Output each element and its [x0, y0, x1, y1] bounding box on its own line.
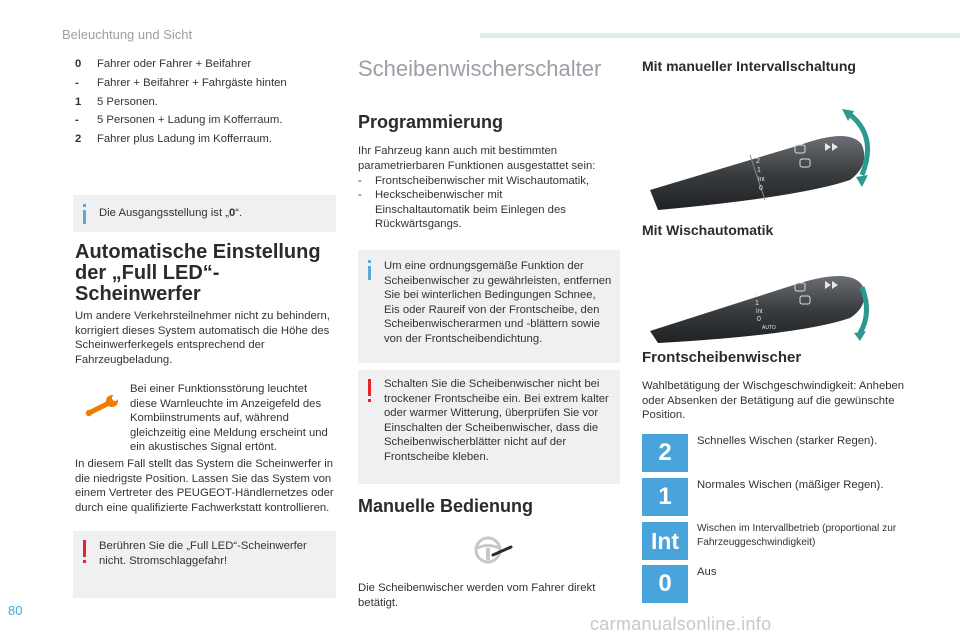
- info-box: Die Ausgangsstellung ist „0“.: [73, 195, 336, 232]
- paragraph: Ihr Fahrzeug kann auch mit bestimmten parametrierbaren Funktionen ausgestattet sein:: [358, 145, 596, 172]
- list-item: 2 Fahrer plus Ladung im Kofferraum.: [75, 133, 272, 145]
- header-bar: [480, 33, 960, 38]
- position-badge-1: 1: [642, 478, 688, 516]
- info-icon: [368, 260, 371, 263]
- svg-text:2: 2: [756, 158, 760, 165]
- steering-wheel-icon: [473, 533, 515, 567]
- list-item: - Heckscheibenwischer mit Einschaltautomatik beim Einlegen des Rückwärtsgangs.: [358, 189, 566, 230]
- list-item: - 5 Personen + Ladung im Kofferraum.: [75, 114, 283, 126]
- warning-icon-dot: [368, 399, 371, 402]
- paragraph: In diesem Fall stellt das System die Scheinwerfer in die niedrigste Position. Lassen Sie das System von einem Vertreter des PEUGEOT-Händlernetzes oder durch eine qualifizierte Fachwerkstatt kontrollieren.: [75, 458, 334, 514]
- paragraph: Wahlbetätigung der Wischgeschwindigkeit: Anheben oder Absenken der Betätigung auf die gewünschte Position.: [642, 380, 905, 421]
- position-label: Aus: [697, 566, 717, 578]
- wiper-lever-auto-illustration: [650, 263, 875, 343]
- svg-text:Int: Int: [756, 309, 763, 315]
- heading-front-wiper: Frontscheibenwischer: [642, 349, 802, 366]
- position-label: Normales Wischen (mäßiger Regen).: [697, 479, 884, 491]
- warning-icon-dot: [83, 560, 86, 563]
- svg-text:0: 0: [759, 185, 763, 192]
- svg-text:2: 2: [754, 292, 758, 299]
- section-title: Beleuchtung und Sicht: [62, 27, 193, 42]
- svg-text:0: 0: [757, 316, 761, 323]
- position-label: Schnelles Wischen (starker Regen).: [697, 435, 878, 447]
- svg-text:1: 1: [757, 167, 761, 174]
- watermark: carmanualsonline.info: [590, 614, 772, 634]
- position-badge-int: Int: [642, 522, 688, 560]
- svg-text:Int: Int: [758, 177, 765, 183]
- position-badge-0: 0: [642, 565, 688, 603]
- paragraph: Um andere Verkehrsteilnehmer nicht zu behindern, korrigiert dieses System automatisch die Höhe des Scheinwerferkegels entsprechend der Fahrzeugbeladung.: [75, 310, 330, 366]
- warning-icon: [83, 540, 86, 557]
- wrench-icon: [85, 393, 125, 419]
- position-label: Wischen im Intervallbetrieb (proportional zur Fahrzeuggeschwindigkeit): [697, 523, 897, 548]
- heading-manual-operation: Manuelle Bedienung: [358, 496, 534, 516]
- info-icon-bar: [83, 210, 86, 224]
- heading-auto-wiper: Mit Wischautomatik: [642, 222, 774, 238]
- position-badge-2: 2: [642, 434, 688, 472]
- heading-programming: Programmierung: [358, 112, 504, 132]
- page-number: 80: [8, 603, 23, 618]
- heading-manual-interval: Mit manueller Intervallschaltung: [642, 58, 856, 74]
- svg-text:1: 1: [755, 300, 759, 307]
- warning-icon: [368, 379, 371, 396]
- heading-wiper-switch: Scheibenwischerschalter: [358, 56, 602, 81]
- list-item: 0 Fahrer oder Fahrer + Beifahrer: [75, 58, 252, 70]
- info-icon-bar: [368, 266, 371, 280]
- paragraph: Bei einer Funktionsstörung leuchtet diese Warnleuchte im Anzeigefeld des Kombiinstruments auf, während gleichzeitig eine Meldung erscheint und ein akustisches Signal ertönt.: [130, 383, 328, 453]
- list-item: 1 5 Personen.: [75, 96, 158, 108]
- list-item: - Frontscheibenwischer mit Wischautomatik,: [358, 175, 590, 187]
- info-icon: [83, 204, 86, 207]
- warning-box: Schalten Sie die Scheibenwischer nicht bei trockener Frontscheibe ein. Bei extrem kalter oder warmer Witterung, überprüfen Sie vor Einschalten der Scheibenwischer, dass die Scheibenwischerblätter nicht auf der Frontscheibe kleben.: [358, 370, 620, 484]
- warning-box: Berühren Sie die „Full LED“-Scheinwerfer nicht. Stromschlaggefahr!: [73, 531, 336, 598]
- heading-full-led: Automatische Einstellung der „Full LED“- Scheinwerfer: [75, 241, 321, 305]
- paragraph: Die Scheibenwischer werden vom Fahrer direkt betätigt.: [358, 582, 596, 609]
- svg-text:AUTO: AUTO: [762, 325, 776, 331]
- list-item: - Fahrer + Beifahrer + Fahrgäste hinten: [75, 77, 287, 89]
- wiper-lever-illustration: [650, 105, 875, 215]
- info-box: Um eine ordnungsgemäße Funktion der Scheibenwischer zu gewährleisten, entfernen Sie bei winterlichen Bedingungen Schnee, Eis oder Raureif von der Frontscheibe, den Scheibenwischerarmen und -blättern sowie von der Frontscheibendichtung.: [358, 250, 620, 363]
